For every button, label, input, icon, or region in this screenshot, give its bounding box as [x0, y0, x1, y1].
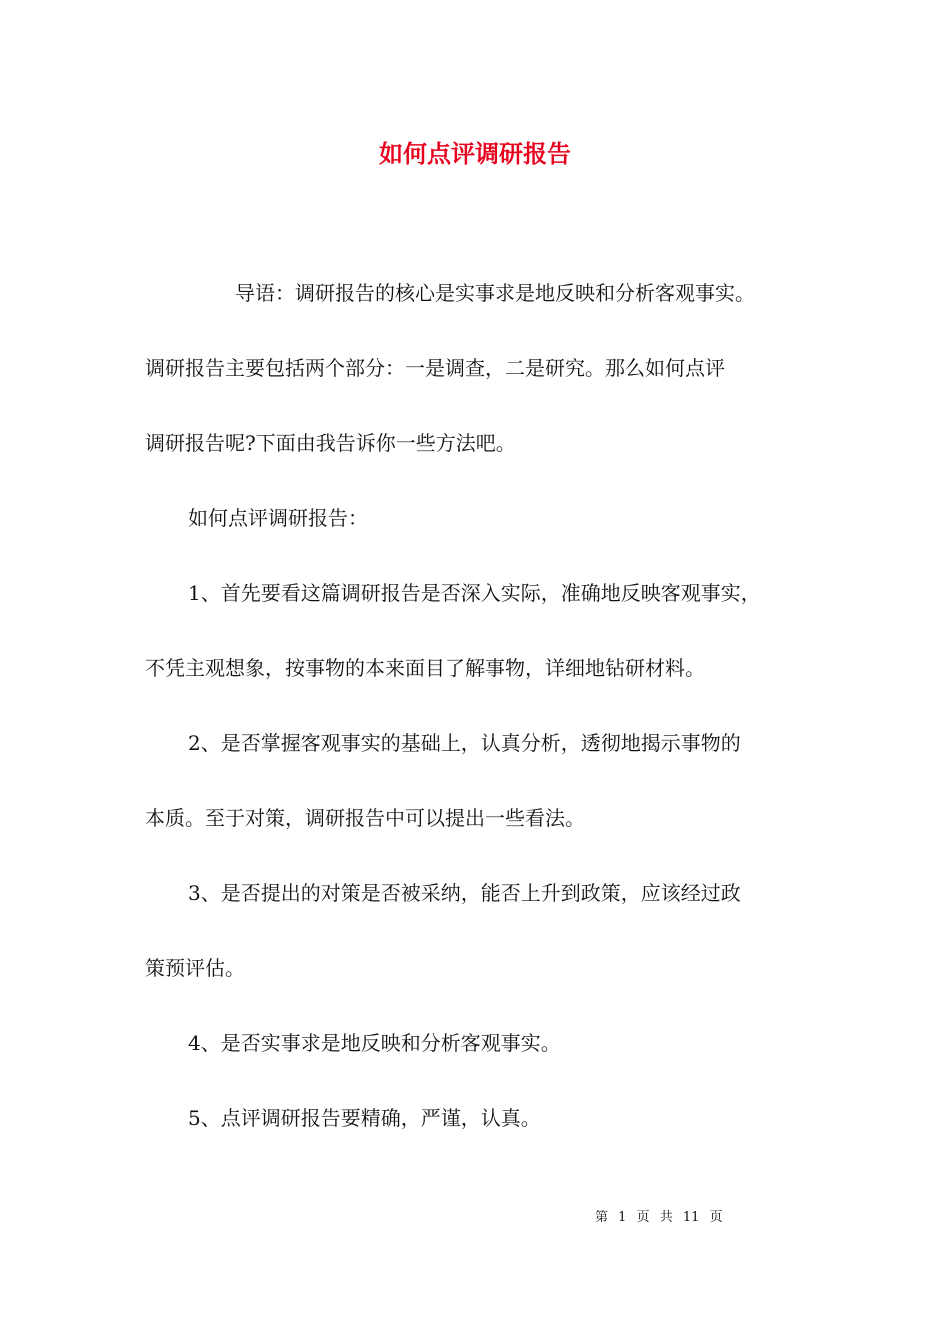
- paragraph-line-3: 调研报告呢?下面由我告诉你一些方法吧。: [145, 431, 516, 455]
- list-item-1-line-1: 1、首先要看这篇调研报告是否深入实际，准确地反映客观事实，: [188, 581, 761, 605]
- paragraph-line-2: 调研报告主要包括两个部分：一是调查，二是研究。那么如何点评: [145, 356, 725, 380]
- list-item-3-line-1: 3、是否提出的对策是否被采纳，能否上升到政策，应该经过政: [188, 881, 741, 905]
- list-item-3-line-2: 策预评估。: [145, 956, 245, 980]
- section-heading: 如何点评调研报告：: [188, 506, 368, 530]
- list-item-1-line-2: 不凭主观想象，按事物的本来面目了解事物，详细地钻研材料。: [145, 656, 705, 680]
- page-footer: [595, 1208, 723, 1228]
- list-item-2-line-2: 本质。至于对策，调研报告中可以提出一些看法。: [145, 806, 585, 830]
- page-title: 如何点评调研报告: [379, 139, 571, 168]
- footer-total-unit: 页: [709, 1210, 723, 1225]
- footer-page-unit: 页: [636, 1210, 650, 1225]
- list-item-2-line-1: 2、是否掌握客观事实的基础上，认真分析，透彻地揭示事物的: [188, 731, 741, 755]
- list-item-5: 5、点评调研报告要精确，严谨，认真。: [188, 1106, 541, 1130]
- footer-current-page: 1: [618, 1210, 627, 1225]
- footer-prefix: 第: [595, 1210, 609, 1225]
- footer-total-prefix: 共: [659, 1210, 673, 1225]
- list-item-4: 4、是否实事求是地反映和分析客观事实。: [188, 1031, 561, 1055]
- footer-total-pages: 11: [682, 1210, 700, 1225]
- paragraph-line-1: 导语：调研报告的核心是实事求是地反映和分析客观事实。: [235, 281, 755, 305]
